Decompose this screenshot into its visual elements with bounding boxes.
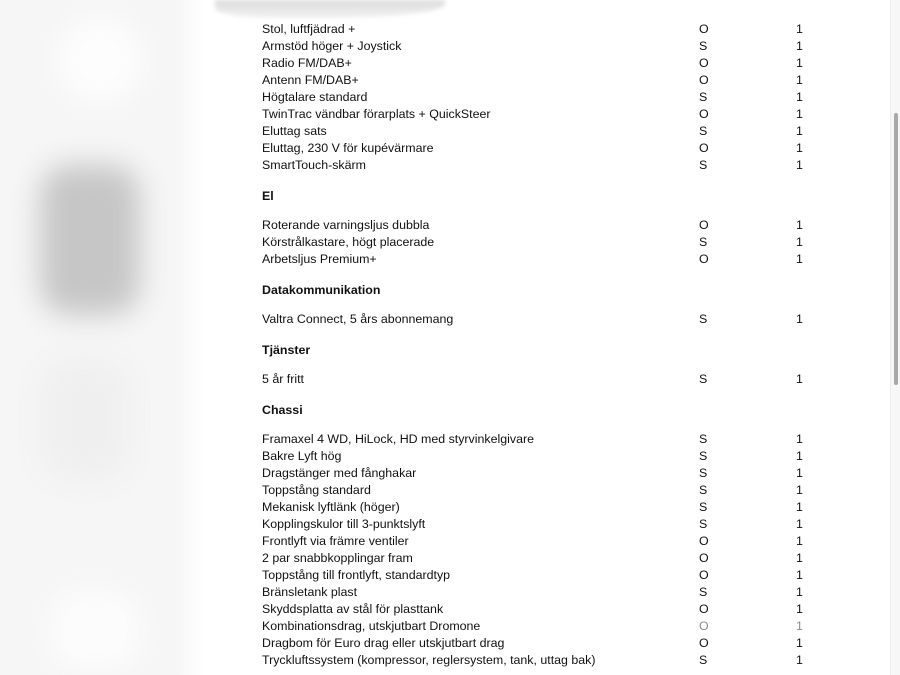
item-code: S (699, 235, 708, 249)
item-code: S (699, 432, 708, 446)
item-code: O (699, 107, 709, 121)
item-description: Roterande varningsljus dubbla (262, 218, 430, 232)
item-code: O (699, 73, 709, 87)
item-quantity: 1 (796, 636, 803, 650)
item-description: Toppstång standard (262, 483, 371, 497)
item-description: Kombinationsdrag, utskjutbart Dromone (262, 619, 481, 633)
item-quantity: 1 (796, 22, 803, 36)
item-code: S (699, 312, 708, 326)
item-description: Antenn FM/DAB+ (262, 73, 359, 87)
item-quantity: 1 (796, 653, 803, 667)
item-description: 5 år fritt (262, 372, 304, 386)
item-quantity: 1 (796, 252, 803, 266)
equipment-row (262, 448, 862, 465)
item-code: S (699, 517, 708, 531)
equipment-row (262, 72, 862, 89)
item-code: O (699, 141, 709, 155)
item-quantity: 1 (796, 517, 803, 531)
section-heading: El (262, 189, 274, 203)
item-code: O (699, 534, 709, 548)
item-quantity: 1 (796, 449, 803, 463)
item-code: O (699, 636, 709, 650)
item-description: Högtalare standard (262, 90, 368, 104)
item-quantity: 1 (796, 158, 803, 172)
item-description: Dragstänger med fånghakar (262, 466, 417, 480)
equipment-row (262, 533, 862, 550)
item-code: S (699, 39, 708, 53)
item-code: S (699, 653, 708, 667)
equipment-row (262, 584, 862, 601)
equipment-row (262, 157, 862, 174)
item-quantity: 1 (796, 483, 803, 497)
item-code: S (699, 585, 708, 599)
item-code: S (699, 372, 708, 386)
equipment-row (262, 465, 862, 482)
item-code: O (699, 22, 709, 36)
equipment-row (262, 431, 862, 448)
equipment-row (262, 499, 862, 516)
item-code: O (699, 602, 709, 616)
equipment-row (262, 106, 862, 123)
item-description: Valtra Connect, 5 års abonnemang (262, 312, 454, 326)
equipment-row (262, 234, 862, 251)
item-quantity: 1 (796, 372, 803, 386)
item-description: Arbetsljus Premium+ (262, 252, 377, 266)
equipment-row (262, 635, 862, 652)
item-description: Kopplingskulor till 3-punktslyft (262, 517, 426, 531)
equipment-row (262, 89, 862, 106)
item-quantity: 1 (796, 602, 803, 616)
item-description: Bränsletank plast (262, 585, 358, 599)
item-quantity: 1 (796, 500, 803, 514)
item-code: O (699, 218, 709, 232)
item-description: Körstrålkastare, högt placerade (262, 235, 435, 249)
item-quantity: 1 (796, 235, 803, 249)
equipment-row (262, 38, 862, 55)
item-quantity: 1 (796, 534, 803, 548)
item-description: Tryckluftssystem (kompressor, reglersystem, tank, uttag bak) (262, 653, 596, 667)
blurred-shape (50, 590, 140, 670)
blurred-sidebar (0, 0, 190, 675)
item-code: O (699, 619, 709, 633)
sidebar-edge (175, 0, 205, 675)
scrollbar-thumb[interactable] (894, 113, 898, 385)
blurred-header-shadow (215, 0, 445, 18)
blurred-shape (40, 360, 130, 480)
equipment-row (262, 618, 862, 635)
item-description: TwinTrac vändbar förarplats + QuickSteer (262, 107, 491, 121)
item-quantity: 1 (796, 585, 803, 599)
item-quantity: 1 (796, 107, 803, 121)
item-code: S (699, 124, 708, 138)
item-code: O (699, 252, 709, 266)
item-code: S (699, 483, 708, 497)
section-heading: Tjänster (262, 343, 311, 357)
item-description: SmartTouch-skärm (262, 158, 366, 172)
item-description: Armstöd höger + Joystick (262, 39, 402, 53)
item-description: Frontlyft via främre ventiler (262, 534, 409, 548)
item-code: S (699, 158, 708, 172)
item-quantity: 1 (796, 432, 803, 446)
section-heading: Datakommunikation (262, 283, 381, 297)
item-description: Toppstång till frontlyft, standardtyp (262, 568, 451, 582)
item-code: S (699, 90, 708, 104)
blurred-thumbnail (40, 165, 140, 315)
item-description: Skyddsplatta av stål för plasttank (262, 602, 444, 616)
item-quantity: 1 (796, 56, 803, 70)
item-description: Eluttag, 230 V för kupévärmare (262, 141, 434, 155)
equipment-row (262, 55, 862, 72)
equipment-list (262, 21, 862, 669)
item-quantity: 1 (796, 218, 803, 232)
equipment-row (262, 601, 862, 618)
equipment-row (262, 123, 862, 140)
item-quantity: 1 (796, 466, 803, 480)
equipment-row (262, 140, 862, 157)
scrollbar-track[interactable] (890, 0, 900, 675)
item-description: Radio FM/DAB+ (262, 56, 352, 70)
item-description: Dragbom för Euro drag eller utskjutbart drag (262, 636, 505, 650)
item-quantity: 1 (796, 124, 803, 138)
item-description: 2 par snabbkopplingar fram (262, 551, 413, 565)
equipment-row (262, 550, 862, 567)
item-description: Eluttag sats (262, 124, 327, 138)
item-code: S (699, 466, 708, 480)
item-description: Framaxel 4 WD, HiLock, HD med styrvinkelgivare (262, 432, 534, 446)
item-quantity: 1 (796, 141, 803, 155)
item-code: O (699, 56, 709, 70)
item-code: S (699, 449, 708, 463)
item-code: O (699, 568, 709, 582)
equipment-row (262, 482, 862, 499)
equipment-row (262, 217, 862, 234)
equipment-row (262, 21, 862, 38)
item-quantity: 1 (796, 568, 803, 582)
item-description: Stol, luftfjädrad + (262, 22, 356, 36)
equipment-row (262, 567, 862, 584)
equipment-row (262, 516, 862, 533)
blurred-shape (60, 20, 140, 100)
equipment-row (262, 251, 862, 268)
item-description: Mekanisk lyftlänk (höger) (262, 500, 400, 514)
equipment-row (262, 311, 862, 328)
equipment-row (262, 371, 862, 388)
item-code: S (699, 500, 708, 514)
item-quantity: 1 (796, 619, 803, 633)
item-quantity: 1 (796, 39, 803, 53)
item-description: Bakre Lyft hög (262, 449, 342, 463)
section-heading: Chassi (262, 403, 303, 417)
equipment-row (262, 652, 862, 669)
item-quantity: 1 (796, 312, 803, 326)
item-quantity: 1 (796, 90, 803, 104)
item-quantity: 1 (796, 73, 803, 87)
item-quantity: 1 (796, 551, 803, 565)
item-code: O (699, 551, 709, 565)
